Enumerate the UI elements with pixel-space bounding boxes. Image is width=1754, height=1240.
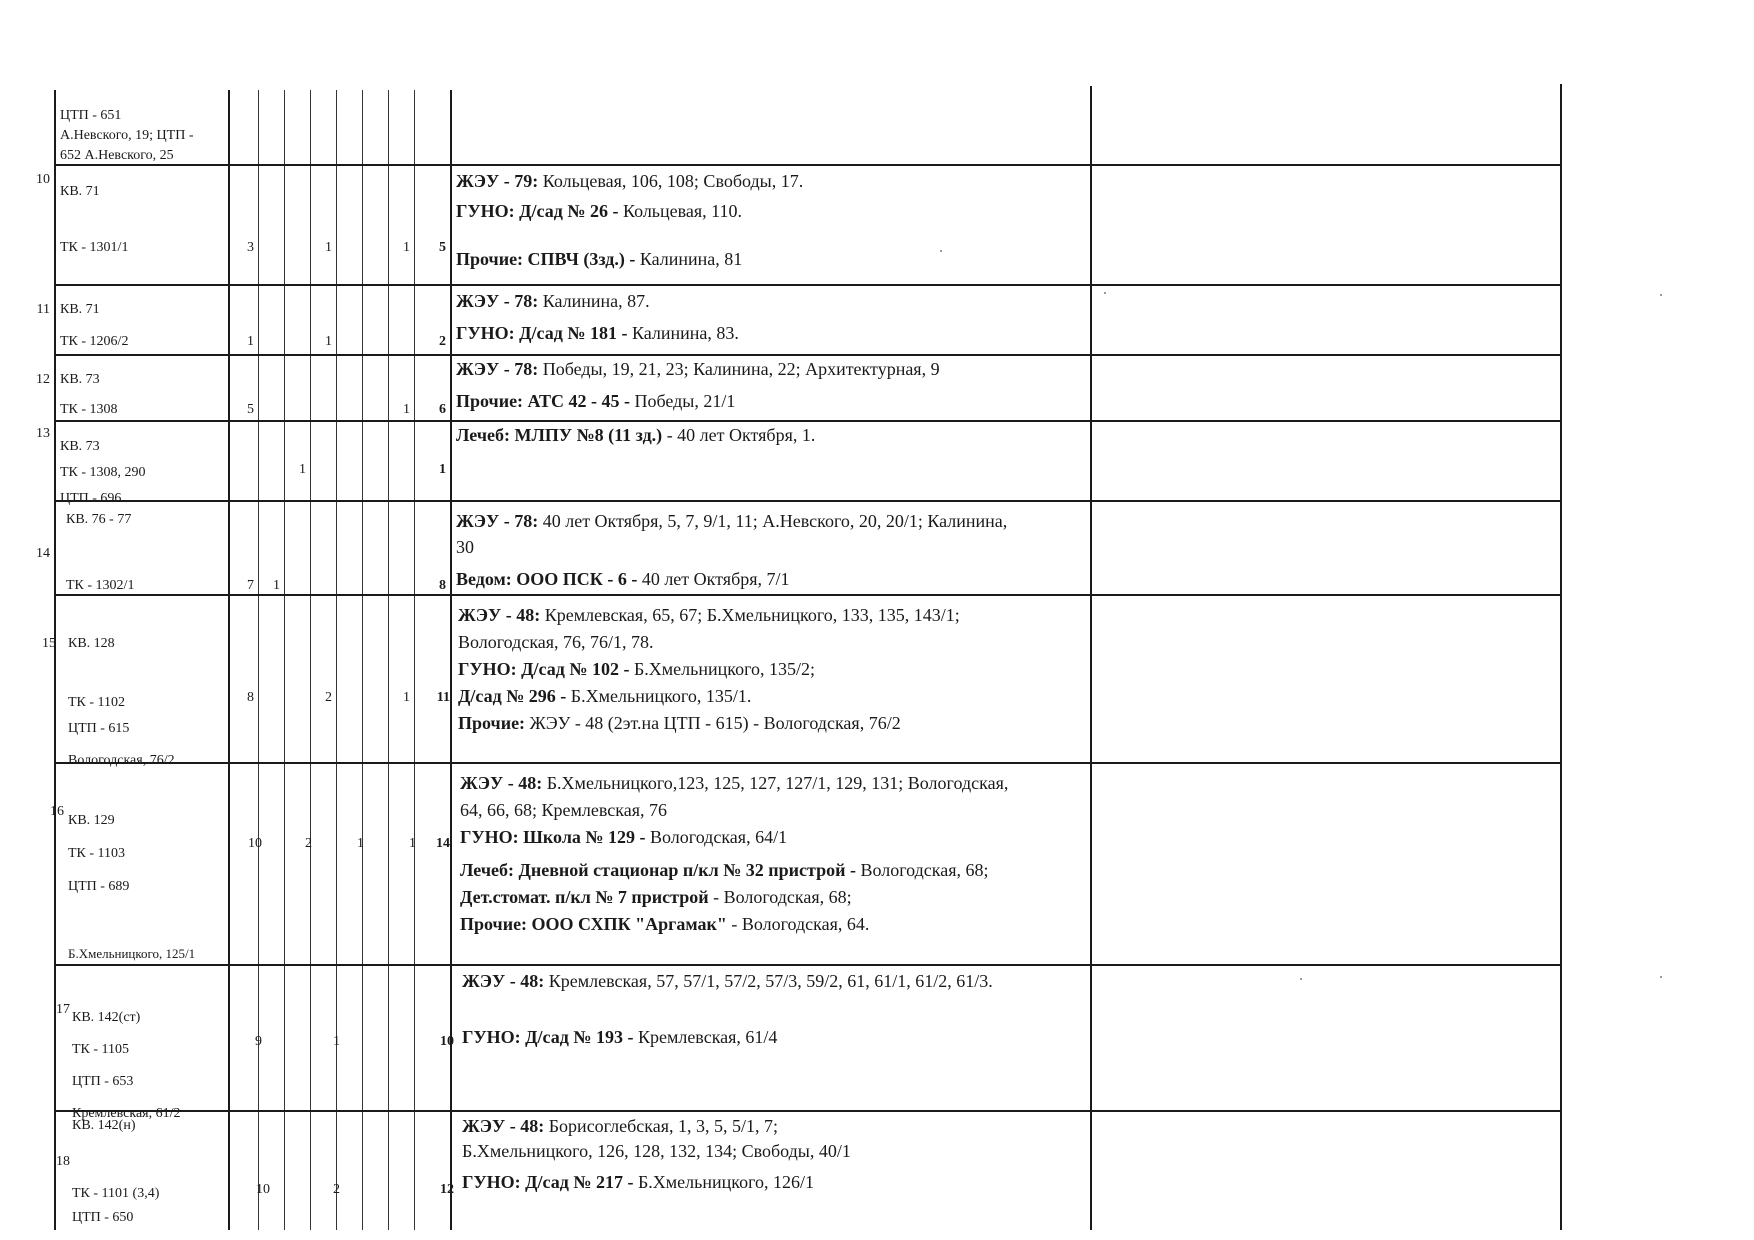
count-column-divider [388, 90, 389, 1230]
count-column-divider [310, 90, 311, 1230]
row-divider [54, 762, 1562, 764]
row-location: КВ. 142(ст) ТК - 1105 ЦТП - 653 Кремлевская, 61/2 [72, 1010, 181, 1121]
count-cell: 10 [248, 836, 262, 851]
row-divider [54, 354, 1562, 356]
count-cell: 1 [357, 836, 364, 851]
row-location: КВ. 71 [60, 184, 100, 199]
total-cell: 10 [440, 1034, 454, 1049]
count-cell: 2 [333, 1182, 340, 1197]
row-description: Лечеб: МЛПУ №8 (11 зд.) - 40 лет Октября, 1. [456, 425, 816, 445]
description-column-border [1090, 86, 1092, 1230]
total-cell: 12 [440, 1182, 454, 1197]
row-description: ЖЭУ - 48: Кремлевская, 57, 57/1, 57/2, 57/3, 59/2, 61, 61/1, 61/2, 61/3. ГУНО: Д/сад № 193 - Кремлевская, 61/4 [462, 971, 993, 1047]
row-number: 16 [50, 804, 64, 819]
row-number: 11 [36, 302, 50, 317]
row-location: ТК - 1302/1 [66, 578, 135, 593]
row-divider [54, 1110, 1562, 1112]
left-border [54, 90, 56, 1230]
row-number: 12 [36, 372, 50, 387]
count-cell: 7 [247, 578, 254, 593]
row-location: ТК - 1206/2 [60, 334, 129, 349]
row-location: ТК - 1308 [60, 402, 118, 417]
count-cell: 1 [325, 334, 332, 349]
count-cell: 8 [247, 690, 254, 705]
row-location: КВ. 76 - 77 [66, 512, 132, 527]
count-cell: 2 [305, 836, 312, 851]
scan-speck [1660, 294, 1662, 296]
row-description: ЖЭУ - 78: Победы, 19, 21, 23; Калинина, 22; Архитектурная, 9 Прочие: АТС 42 - 45 - Победы, 21/1 [456, 359, 940, 411]
row-description: ЖЭУ - 48: Кремлевская, 65, 67; Б.Хмельницкого, 133, 135, 143/1; Вологодская, 76, 76/1, 78. ГУНО: Д/сад № 102 - Б.Хмельницкого, 135/2; Д/сад № 296 - Б.Хмельницкого, 135/1. Прочие: ЖЭУ - 48 (2эт.на ЦТП - 615) - Вологодская, 76/2 [458, 605, 960, 733]
row-description: ЖЭУ - 78: 40 лет Октября, 5, 7, 9/1, 11; А.Невского, 20, 20/1; Калинина, 30 Ведом: ООО ПСК - 6 - 40 лет Октября, 7/1 [456, 511, 1008, 589]
count-column-divider [336, 90, 337, 1230]
count-cell: 1 [333, 1034, 340, 1049]
count-cell: 1 [403, 240, 410, 255]
count-cell: 9 [255, 1034, 262, 1049]
row-location: КВ. 71 [60, 302, 100, 317]
scan-speck [940, 250, 942, 252]
count-cell: 1 [403, 690, 410, 705]
count-column-divider [414, 90, 415, 1230]
count-column-divider [258, 90, 259, 1230]
row-location: ТК - 1101 (3,4) ЦТП - 650 [72, 1186, 160, 1225]
row-location: КВ. 73 ТК - 1308, 290 ЦТП - 696 [60, 439, 146, 506]
row-location: КВ. 128 [68, 636, 115, 651]
row-number: 15 [42, 636, 56, 651]
row-number: 14 [36, 546, 50, 561]
row-location: КВ. 129 ТК - 1103 ЦТП - 689 [68, 813, 130, 894]
count-cell: 10 [256, 1182, 270, 1197]
count-cell: 2 [325, 690, 332, 705]
row-description: ЖЭУ - 48: Б.Хмельницкого,123, 125, 127, 127/1, 129, 131; Вологодская, 64, 66, 68; Кремлевская, 76 ГУНО: Школа № 129 - Вологодская, 64/1 Лечеб: Дневной стационар п/кл № 32 пристрой - Вологодская, 68; Дет.стомат. п/кл № 7 пристрой - Вологодская, 68; Прочие: ООО СХПК "Аргамак" - Вологодская, 64. [460, 773, 1009, 934]
row-divider [54, 500, 1562, 502]
row-divider [54, 420, 1562, 422]
count-cell: 1 [325, 240, 332, 255]
count-cell: 1 [273, 578, 280, 593]
row-divider [54, 964, 1562, 966]
scan-speck [1300, 978, 1302, 980]
count-cell: 1 [247, 334, 254, 349]
count-cell: 5 [247, 402, 254, 417]
row-divider [54, 164, 1562, 166]
row-number: 10 [36, 172, 50, 187]
row-description: ЖЭУ - 48: Борисоглебская, 1, 3, 5, 5/1, 7; Б.Хмельницкого, 126, 128, 132, 134; Свободы, 40/1 ГУНО: Д/сад № 217 - Б.Хмельницкого, 126/1 [462, 1116, 851, 1192]
row-number: 13 [36, 426, 50, 441]
count-column-divider [362, 90, 363, 1230]
location-column-border [228, 90, 230, 1230]
total-cell: 2 [439, 334, 446, 349]
total-cell: 14 [436, 836, 450, 851]
total-cell: 1 [439, 462, 446, 477]
right-border [1560, 84, 1562, 1230]
row-location: КВ. 73 [60, 372, 100, 387]
count-column-divider [284, 90, 285, 1230]
count-cell: 1 [299, 462, 306, 477]
row-divider [54, 594, 1562, 596]
total-cell: 11 [436, 690, 450, 705]
row-location: Б.Хмельницкого, 125/1 [68, 946, 196, 961]
row-divider [54, 284, 1562, 286]
total-cell: 5 [439, 240, 446, 255]
scan-speck [1104, 292, 1106, 294]
row-description: ЖЭУ - 78: Калинина, 87. ГУНО: Д/сад № 181 - Калинина, 83. [456, 291, 739, 343]
total-cell: 6 [439, 402, 446, 417]
row-description: ЖЭУ - 79: Кольцевая, 106, 108; Свободы, 17. ГУНО: Д/сад № 26 - Кольцевая, 110. Прочие: СПВЧ (3зд.) - Калинина, 81 [456, 171, 804, 269]
count-cell: 1 [403, 402, 410, 417]
count-cell: 3 [247, 240, 254, 255]
scan-speck [1660, 976, 1662, 978]
row-location: ТК - 1301/1 [60, 240, 129, 255]
row-location: ЦТП - 651 А.Невского, 19; ЦТП - 652 А.Невского, 25 [60, 108, 194, 163]
count-cell: 1 [409, 836, 416, 851]
total-column-border [450, 90, 452, 1230]
row-number: 17 [56, 1002, 70, 1017]
total-cell: 8 [439, 578, 446, 593]
row-location: КВ. 142(н) [72, 1118, 136, 1133]
row-number: 18 [56, 1154, 70, 1169]
row-location: ТК - 1102 ЦТП - 615 Вологодская, 76/2 [68, 695, 175, 768]
